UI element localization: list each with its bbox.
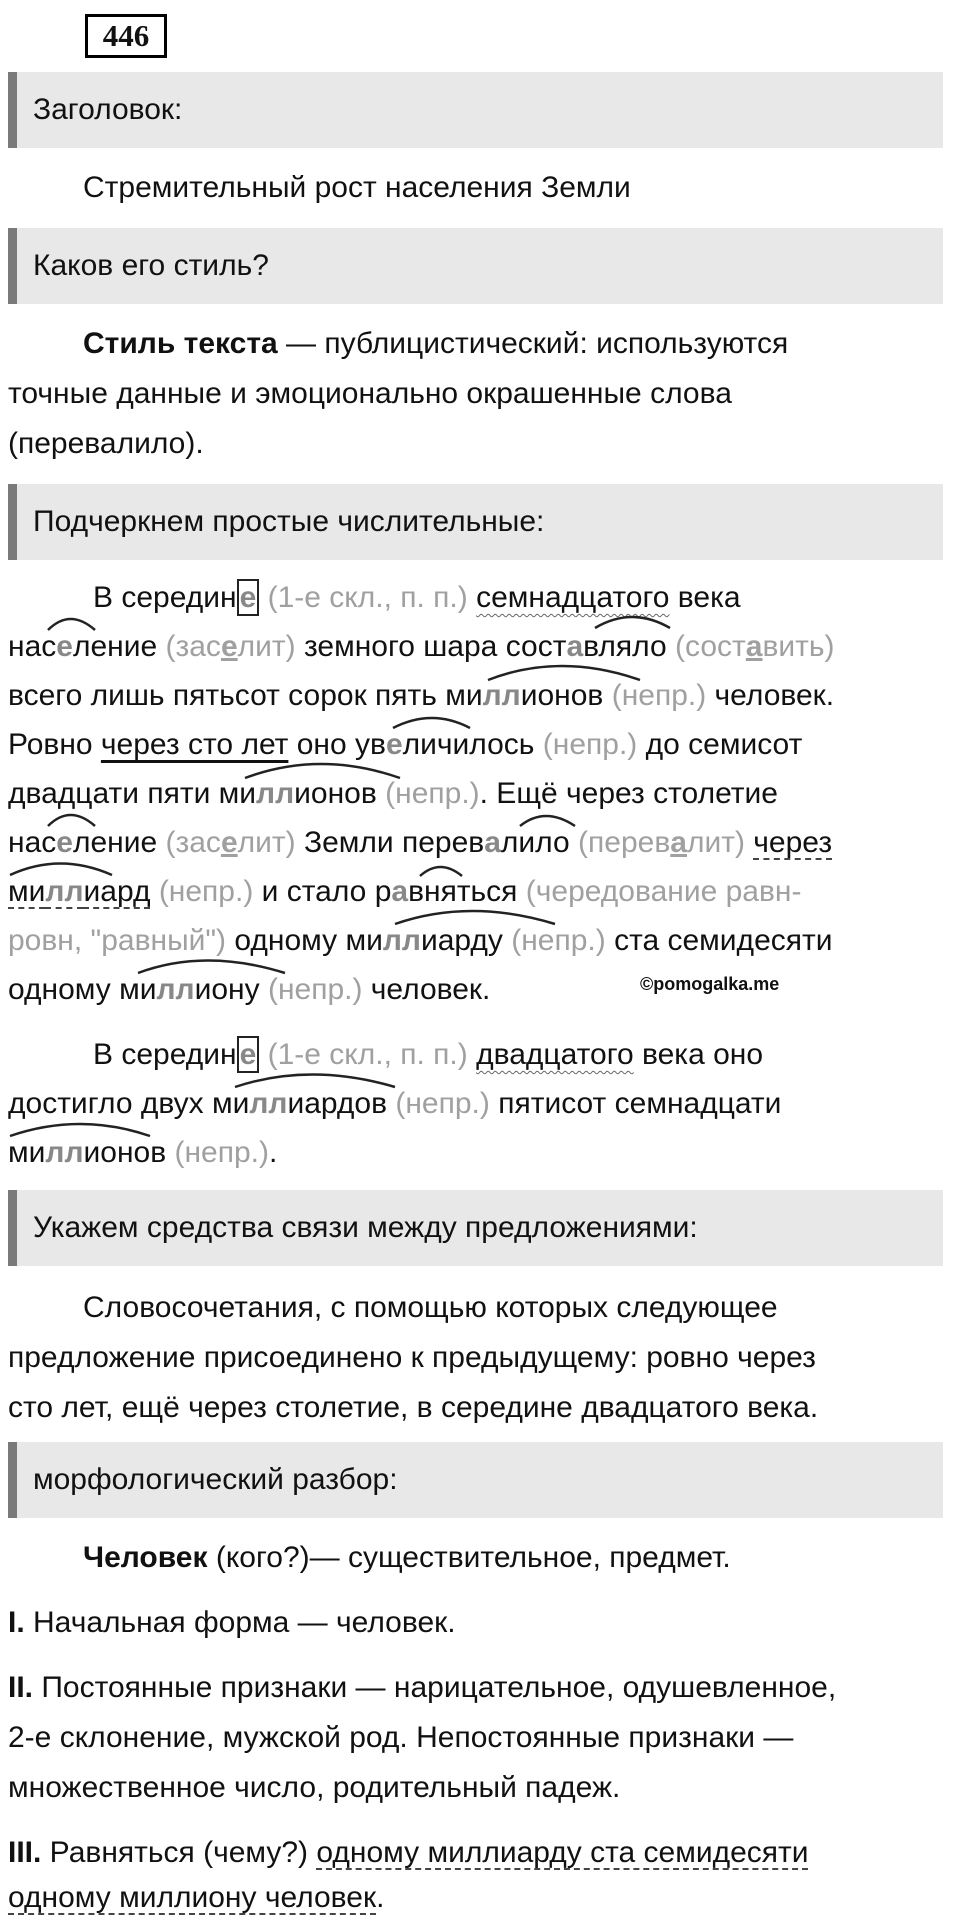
section-heading-style: Каков его стиль? <box>8 228 943 304</box>
connections-line-3: сто лет, ещё через столетие, в середине двадцатого века. <box>8 1391 819 1424</box>
numerals-p1-line-7: миллиард (непр.) и стало равняться (чередование равн- <box>8 875 802 908</box>
numerals-p1-line-6: население (заселит) Земли перевалило (перевалит) через <box>8 826 833 859</box>
numerals-p1-line-2: население (заселит) земного шара составляло (составить) <box>8 630 835 663</box>
numerals-p1-line-8: ровн, "равный") одному миллиарду (непр.) ста семидесяти <box>8 924 833 957</box>
section-heading-connections: Укажем средства связи между предложениями: <box>8 1190 943 1266</box>
morphology-item-iii-line-2: одному миллиону человек. <box>8 1881 385 1914</box>
morphology-item-iii-line-1: III. Равняться (чему?) одному миллиарду ста семидесяти <box>8 1836 809 1869</box>
numerals-p2-line-1: В середин е (1-е скл., п. п.) двадцатого века оно <box>93 1038 764 1071</box>
numerals-p1-line-3: всего лишь пятьсот сорок пять миллионов (непр.) человек. <box>8 679 835 712</box>
proposed-title: Стремительный рост населения Земли <box>83 171 631 204</box>
morphology-item-i: I. Начальная форма — человек. <box>8 1606 456 1639</box>
style-line-2: точные данные и эмоционально окрашенные слова <box>8 377 732 410</box>
watermark: ©pomogalka.me <box>640 974 780 994</box>
numerals-p1-line-9: одному миллиону (непр.) человек. <box>8 973 491 1006</box>
numerals-p1-line-1: В середин е (1-е скл., п. п.) семнадцатого века <box>93 581 741 614</box>
section-heading-numerals: Подчеркнем простые числительные: <box>8 484 943 560</box>
numerals-p2-line-2: достигло двух миллиардов (непр.) пятисот семнадцати <box>8 1087 782 1120</box>
morphology-item-ii-line-1: II. Постоянные признаки — нарицательное, одушевленное, <box>8 1671 837 1704</box>
morphology-intro: Человек (кого?)— существительное, предмет. <box>83 1541 731 1574</box>
numerals-p2-line-3: миллионов (непр.). <box>8 1136 278 1169</box>
numerals-p1-line-4: Ровно через сто лет оно увеличилось (непр.) до семисот <box>8 728 803 761</box>
section-heading-title: Заголовок: <box>8 72 943 148</box>
numerals-p1-line-5: двадцати пяти миллионов (непр.). Ещё через столетие <box>8 777 778 810</box>
style-line-1: Стиль текста — публицистический: используются <box>83 327 789 360</box>
morphology-item-ii-line-2: 2-е склонение, мужской род. Непостоянные признаки — <box>8 1721 794 1754</box>
connections-line-1: Словосочетания, с помощью которых следующее <box>83 1291 778 1324</box>
section-heading-morphology: морфологический разбор: <box>8 1442 943 1518</box>
morphology-item-ii-line-3: множественное число, родительный падеж. <box>8 1771 621 1804</box>
connections-line-2: предложение присоединено к предыдущему: ровно через <box>8 1341 816 1374</box>
exercise-number: 446 <box>85 14 167 58</box>
style-line-3: (перевалило). <box>8 427 204 460</box>
